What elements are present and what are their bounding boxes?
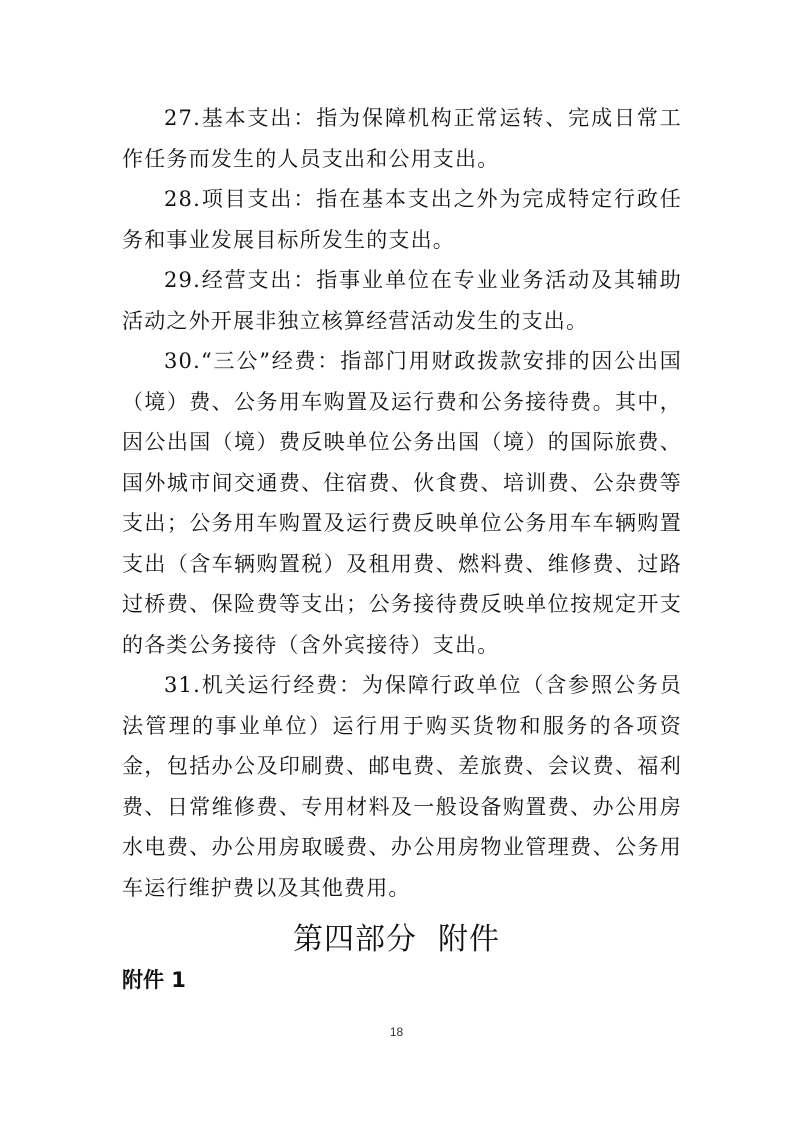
body-text bbox=[122, 98, 682, 908]
appendix-label: 附件 1 bbox=[122, 968, 186, 992]
definition-paragraph-27: 27.基本支出：指为保障机构正常运转、完成日常工作任务而发生的人员支出和公用支出。 bbox=[122, 106, 682, 171]
definition-paragraph-29: 29.经营支出：指事业单位在专业业务活动及其辅助活动之外开展非独立核算经营活动发生的支出。 bbox=[122, 268, 682, 333]
definition-paragraph-30: 30.“三公”经费：指部门用财政拨款安排的因公出国（境）费、公务用车购置及运行费和公务接待费。其中，因公出国（境）费反映单位公务出国（境）的国际旅费、国外城市间交通费、住宿费、伙食费、培训费、公杂费等支出；公务用车购置及运行费反映单位公务用车车辆购置支出（含车辆购置税）及租用费、燃料费、维修费、过路过桥费、保险费等支出；公务接待费反映单位按规定开支的各类公务接待（含外宾接待）支出。 bbox=[122, 349, 682, 657]
definition-paragraph-28: 28.项目支出：指在基本支出之外为完成特定行政任务和事业发展目标所发生的支出。 bbox=[122, 187, 682, 252]
section-heading: 第四部分 附件 bbox=[292, 922, 501, 957]
page-number: 18 bbox=[389, 1025, 404, 1039]
definition-paragraph-31: 31.机关运行经费：为保障行政单位（含参照公务员法管理的事业单位）运行用于购买货物和服务的各项资金，包括办公及印刷费、邮电费、差旅费、会议费、福利费、日常维修费、专用材料及一般设备购置费、办公用房水电费、办公用房取暖费、办公用房物业管理费、公务用车运行维护费以及其他费用。 bbox=[122, 673, 682, 900]
